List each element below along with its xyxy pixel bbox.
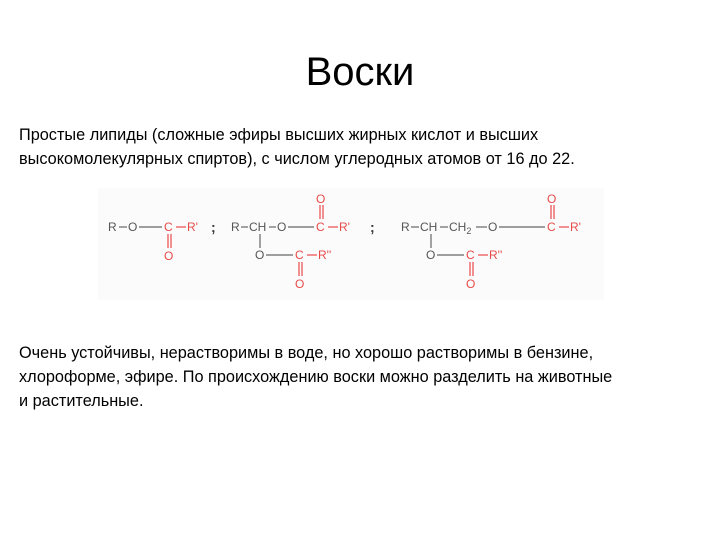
- definition-line-2: высокомолекулярных спиртов), с числом углеродных атомов от 16 до 22.: [19, 150, 575, 168]
- wax-formulas-svg: [98, 188, 604, 300]
- properties-line-1: Очень устойчивы, нерастворимы в воде, но хорошо растворимы в бензине,: [19, 344, 594, 362]
- f3-c2: C: [466, 248, 475, 262]
- f2-o2: O: [255, 248, 265, 262]
- f1-o: O: [128, 220, 138, 234]
- definition-paragraph: [19, 123, 709, 171]
- slide-title: Воски: [305, 50, 415, 94]
- f3-o2-double: O: [466, 277, 476, 291]
- separator-2: ;: [370, 219, 375, 235]
- properties-paragraph: [19, 341, 709, 413]
- f2-c1: C: [316, 220, 325, 234]
- f3-r1: R': [570, 220, 581, 234]
- f2-r2: R'': [318, 248, 332, 262]
- f1-r1: R': [187, 220, 198, 234]
- f2-o1-double: O: [316, 192, 326, 206]
- f3-o2: O: [426, 248, 436, 262]
- f1-o-double: O: [164, 249, 174, 263]
- f3-o1: O: [488, 220, 498, 234]
- f3-ch: CH: [420, 220, 438, 234]
- f3-r: R: [401, 220, 410, 234]
- properties-line-3: и растительные.: [19, 392, 144, 410]
- f3-ch2-subscript: 2: [466, 226, 472, 236]
- f2-ch: CH: [249, 220, 267, 234]
- formula-2: [231, 192, 350, 291]
- f2-o1: O: [277, 220, 287, 234]
- wax-formulas-figure: [98, 188, 604, 300]
- f3-r2: R'': [489, 248, 503, 262]
- f2-o2-double: O: [295, 277, 305, 291]
- f3-o1-double: O: [547, 192, 557, 206]
- f2-r: R: [231, 220, 240, 234]
- f3-c1: C: [547, 220, 556, 234]
- definition-line-1: Простые липиды (сложные эфиры высших жирных кислот и высших: [19, 126, 539, 144]
- formula-3: [401, 192, 581, 291]
- formula-1: [108, 220, 198, 263]
- f3-ch2-label: CH: [449, 220, 467, 234]
- separator-1: ;: [211, 219, 216, 235]
- f2-c2: C: [295, 248, 304, 262]
- properties-line-2: хлороформе, эфире. По происхождению воски можно разделить на животные: [19, 368, 613, 386]
- f2-r1: R': [339, 220, 350, 234]
- f3-ch2: [449, 220, 471, 236]
- f1-r: R: [108, 220, 117, 234]
- f1-c: C: [164, 220, 173, 234]
